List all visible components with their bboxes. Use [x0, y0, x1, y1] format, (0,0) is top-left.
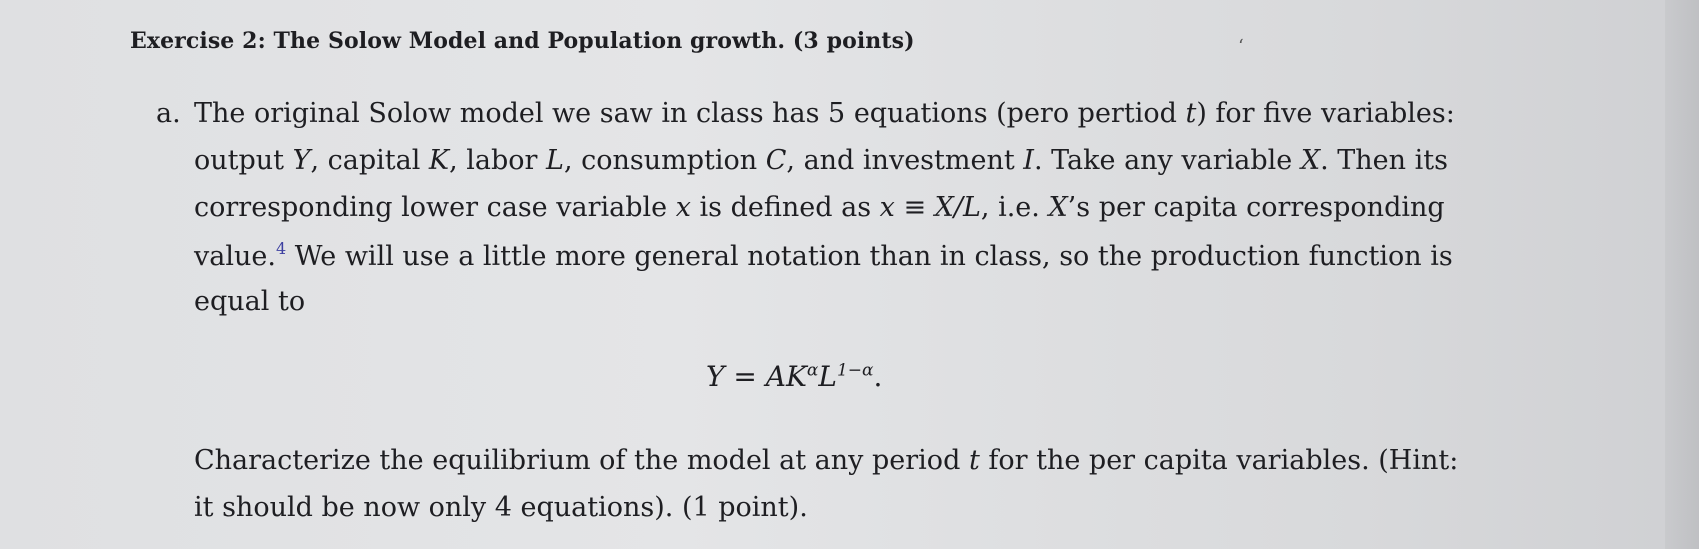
- part-a-line-1: The original Solow model we saw in class has 5 equations (pero pertiod t) for five variables:: [194, 98, 1455, 129]
- part-a-line-4: value.$^4$ We will use a little more general notation than in class, so the production function is: [194, 239, 1453, 272]
- part-a-label: a.: [156, 98, 181, 129]
- production-function-equation: $Y = AK^\alpha L^{1-\alpha}$.: [706, 360, 883, 393]
- part-a-line-3: corresponding lower case variable x is defined as x ≡ X/L, i.e. X’s per capita corresponding: [194, 192, 1445, 223]
- paper-speck: ‘: [1238, 36, 1244, 57]
- part-a-line-2: output Y, capital K, labor L, consumption C, and investment I. Take any variable X. Then its: [194, 145, 1448, 176]
- part-a-line-5: equal to: [194, 286, 306, 317]
- footnote-link[interactable]: 4: [275, 239, 287, 258]
- question-line-1: Characterize the equilibrium of the model at any period t for the per capita variables. (Hint:: [194, 445, 1459, 476]
- exercise-heading: Exercise 2: The Solow Model and Population growth. (3 points): [130, 28, 915, 54]
- page-edge-shadow: [1665, 0, 1699, 549]
- question-line-2: it should be now only 4 equations). (1 point).: [194, 492, 808, 523]
